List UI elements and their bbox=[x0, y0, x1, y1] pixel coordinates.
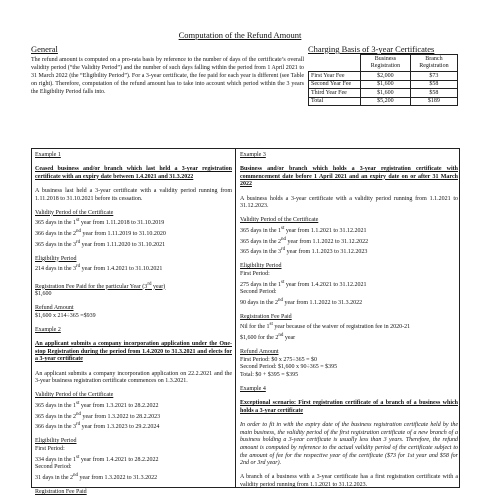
charging-basis-table bbox=[308, 54, 458, 106]
example4-title: Exceptional scenario: First registration certificate of a branch of a business which holds a 3-year certificate bbox=[240, 400, 458, 414]
table-cell-business: $2,000 bbox=[361, 72, 411, 81]
example2-fee-heading-cut: Registration Fee Paid bbox=[35, 488, 87, 495]
example1-fee-value: $1,600 bbox=[35, 291, 52, 298]
example1-heading: Example 1 bbox=[35, 152, 61, 158]
example1-validity-line: 366 days in the 2nd year from 1.11.2019 to 31.10.2020 bbox=[35, 228, 166, 237]
table-cell-branch: $58 bbox=[410, 80, 457, 89]
table-row-label: Third Year Fee bbox=[309, 89, 361, 98]
table-header-blank bbox=[309, 55, 361, 72]
example3-second-period-line: 90 days in the 2nd year from 1.1.2022 to 31.3.2022 bbox=[240, 297, 363, 306]
example3-title: Business and/or branch which holds a 3-year registration certificate with commencement date before 1 April 2021 and an expiry date on or after 31 March 2022 bbox=[240, 166, 458, 188]
example1-intro: A business last held a 3-year certificate with a validity period running from 1.11.2018 to 31.10.2021 before its cessation. bbox=[35, 187, 232, 202]
example3-validity-line: 365 days in the 2nd year from 1.1.2022 to 31.12.2022 bbox=[240, 236, 369, 245]
example2-second-period-line: 31 days in the 2nd year from 1.3.2022 to 31.3.2022 bbox=[35, 472, 158, 481]
example2-first-period-label: First Period: bbox=[35, 445, 65, 452]
example1-fee-heading: Registration Fee Paid for the particular Year (3rd year) bbox=[35, 281, 166, 290]
example1-validity-line: 365 days in the 1st year from 1.11.2018 to 31.10.2019 bbox=[35, 218, 165, 227]
example3-first-period-label: First Period: bbox=[240, 270, 270, 277]
table-cell-business: $1,600 bbox=[361, 89, 411, 98]
example1-refund-heading: Refund Amount bbox=[35, 305, 74, 312]
example1-refund-line: $1,600 x 214÷365 =$939 bbox=[35, 312, 96, 319]
example3-first-period-line: 275 days in the 1st year from 1.4.2021 to 31.12.2021 bbox=[240, 279, 367, 288]
example3-second-period-label: Second Period: bbox=[240, 289, 277, 296]
table-cell-business: $1,600 bbox=[361, 80, 411, 89]
example3-heading: Example 3 bbox=[240, 152, 266, 158]
example3-refund-heading: Refund Amount bbox=[240, 349, 279, 356]
table-row-label: Second Year Fee bbox=[309, 80, 361, 89]
table-row bbox=[309, 97, 458, 106]
table-row bbox=[309, 80, 458, 89]
table-cell-branch: $58 bbox=[410, 89, 457, 98]
table-cell-branch: $189 bbox=[410, 97, 457, 106]
example2-eligibility-heading: Eligibility Period bbox=[35, 438, 77, 445]
example2-second-period-label: Second Period: bbox=[35, 464, 72, 471]
examples-box bbox=[31, 148, 460, 495]
table-cell-business: $5,200 bbox=[361, 97, 411, 106]
example3-fee-heading: Registration Fee Paid bbox=[240, 313, 292, 320]
example3-fee-second: $1,600 for the 2nd year bbox=[240, 333, 296, 342]
example3-intro: A business holds a 3-year certificate with a validity period running from 1.1.2021 to 31.12.2023. bbox=[240, 195, 458, 210]
example3-validity-line: 365 days in the 1st year from 1.1.2021 to 31.12.2021 bbox=[240, 225, 367, 234]
example2-heading: Example 2 bbox=[35, 327, 61, 334]
charging-basis-heading: Charging Basis of 3-year Certificates bbox=[308, 44, 435, 54]
table-header-business: Business Registration bbox=[361, 55, 411, 72]
example3-validity-heading: Validity Period of the Certificate bbox=[240, 217, 319, 224]
example2-intro: An applicant submits a company incorporation application on 22.2.2021 and the 3-year business registration certificate commences on 1.3.2021. bbox=[35, 370, 232, 385]
example3-eligibility-heading: Eligibility Period bbox=[240, 263, 282, 270]
example3-fee-nil: Nil for the 1st year because of the waiver of registration fee in 2020-21 bbox=[240, 322, 411, 331]
table-row-label: First Year Fee bbox=[309, 72, 361, 81]
example2-validity-heading: Validity Period of the Certificate bbox=[35, 392, 114, 399]
table-cell-branch: $73 bbox=[410, 72, 457, 81]
example4-cut-text: A branch of a business with a 3-year certificate has a first registration certificate with a validity period running from 1.1.2021 to 31.12.2023. bbox=[240, 474, 458, 488]
page-title: Computation of the Refund Amount bbox=[178, 30, 302, 40]
table-row bbox=[309, 89, 458, 98]
example4-body: In order to fit in with the expiry date of the business registration certificate held by the main business, the validity period of the first registration certificate of a new branch of a business holding a 3-year certificate is usually less than 3 years. Therefore, the refund amount is computed by reference to the actual validity period of the certificate subject to the amount of fee for the respective year of the certificate ($73 for 1st year and $58 for 2nd or 3rd year). bbox=[240, 422, 458, 467]
table-header-branch: Branch Registration bbox=[410, 55, 457, 72]
example1-eligibility-line: 214 days in the 3rd year from 1.4.2021 to 31.10.2021 bbox=[35, 264, 163, 273]
example1-eligibility-heading: Eligibility Period bbox=[35, 255, 77, 262]
example2-validity-line: 366 days in the 3rd year from 1.3.2023 to 29.2.2024 bbox=[35, 422, 160, 431]
general-paragraph: The refund amount is computed on a pro-rata basis by reference to the number of days of the certificate’s overall validity period (“the Validity Period”) and the number of such days falling within the period from 1 April 2021 to 31 March 2022 (the “Eligibility Period”). For a 3-year certificate, the fee paid for each year is different (see Table on right). Therefore, computation of the refund amount has to take into account which period within the 3 years the Eligibility Period falls into. bbox=[31, 57, 304, 96]
example3-refund-second: Second Period: $1,600 x 90÷365 = $395 bbox=[240, 364, 338, 371]
general-heading: General bbox=[31, 44, 58, 54]
example4-heading: Example 4 bbox=[240, 386, 266, 393]
example1-validity-heading: Validity Period of the Certificate bbox=[35, 209, 114, 216]
example1-validity-line: 365 days in the 3rd year from 1.11.2020 to 31.10.2021 bbox=[35, 239, 166, 248]
example3-refund-first: First Period: $0 x 275÷365 = $0 bbox=[240, 356, 318, 363]
example3-refund-total: Total: $0 + $395 = $395 bbox=[240, 372, 299, 379]
table-row-label: Total bbox=[309, 97, 361, 106]
example2-validity-line: 365 days in the 1st year from 1.3.2021 to 28.2.2022 bbox=[35, 401, 159, 409]
table-row bbox=[309, 72, 458, 81]
examples-right-column bbox=[236, 149, 461, 487]
example2-first-period-line: 334 days in the 1st year from 1.4.2021 to 28.2.2022 bbox=[35, 454, 159, 463]
example2-validity-line: 365 days in the 2nd year from 1.3.2022 to 28.2.2023 bbox=[35, 411, 161, 420]
example2-title: An applicant submits a company incorporation application under the One-stop Registration during the period from 1.4.2020 to 31.3.2021 and elects for a 3-year certificate bbox=[35, 341, 232, 363]
example3-validity-line: 365 days in the 3rd year from 1.1.2023 to 31.12.2023 bbox=[240, 247, 368, 256]
example1-title: Ceased business and/or branch which last held a 3-year registration certificate with an expiry date between 1.4.2021 and 31.3.2022 bbox=[35, 166, 232, 180]
table-header-row bbox=[309, 55, 458, 72]
examples-left-column bbox=[32, 149, 236, 495]
